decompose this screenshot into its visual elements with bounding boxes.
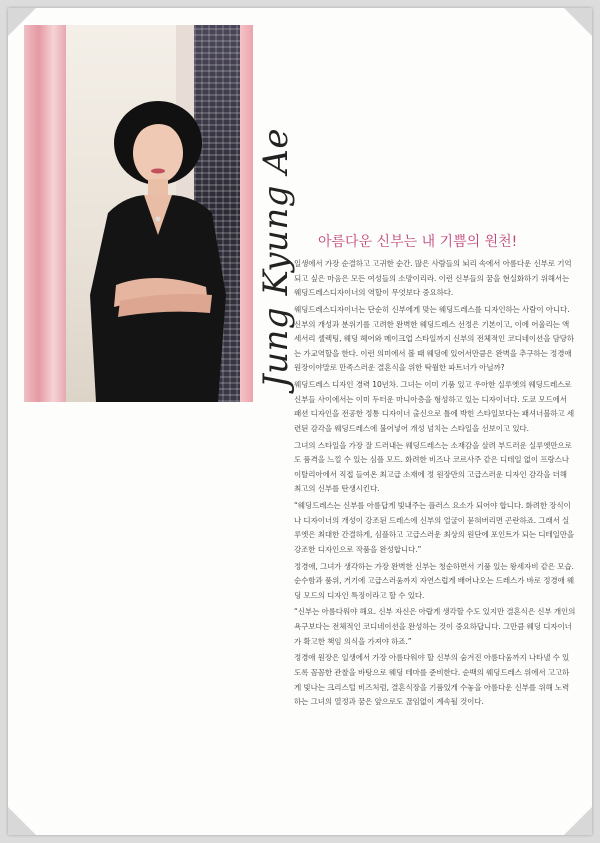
- corner-fold-bottom-right: [564, 807, 592, 835]
- photo-pink-curtain-right: [240, 25, 253, 402]
- magazine-page: [8, 8, 592, 835]
- paragraph: 일생에서 가장 순결하고 고귀한 순간. 많은 사람들의 뇌리 속에서 아름다운 신부로 기억되고 싶은 마음은 모든 여성들의 소망이리라. 이런 신부들의 꿈을 현실화하기 위해서는 웨딩드레스디자이너의 역할이 무엇보다 중요하다.: [294, 259, 572, 298]
- side-title-name: Jung Kyung Ae: [256, 128, 296, 388]
- corner-fold-bottom-left: [8, 807, 36, 835]
- paragraph: 정경애 원장은 일생에서 가장 아름다워야 할 신부의 숨겨진 아름다움까지 나타낼 수 있도록 꼼꼼한 관찰을 바탕으로 웨딩 테마를 준비한다. 순백의 웨딩드레스 위에서 고고하게 빛나는 크리스털 비즈처럼, 결혼식장을 기품있게 수놓을 아름다운 신부를 위해 노력하는 그녀의 열정과 꿈은 앞으로도 끊임없이 계속될 것이다.: [294, 653, 570, 707]
- paragraph: “신부는 아름다워야 해요. 신부 자신은 아랍게 생각할 수도 있지만 결혼식은 신부 개인의 욕구보다는 전체적인 코디네이션을 완성하는 것이 중요하답니다. 그만큼 웨딩 디자이너가 확고한 책임 의식을 가져야 하죠.”: [294, 607, 576, 646]
- paragraph: “웨딩드레스는 신부를 아름답게 빛내주는 플러스 요소가 되어야 합니다. 화려한 장식이나 디자이너의 개성이 강조된 드레스에 신부의 얼굴이 묻혀버리면 곤란하죠. 그래서 실루엣은 최대한 간결하게, 심플하고 고급스러운 최상의 원단에 포인트가 되는 디테일만을 강조한 디자인으로 작품을 완성합니다.”: [294, 501, 575, 554]
- woman-figure-illustration: [86, 95, 236, 402]
- paragraph: 정경애, 그녀가 생각하는 가장 완벽한 신부는 청순하면서 기품 있는 왕세자비 같은 모습. 순수함과 품위, 거기에 고급스러움까지 자연스럽게 배어나오는 드레스가 바로 정경애 웨딩 모드의 디자인 특징이라고 할 수 있다.: [294, 561, 575, 600]
- paragraph: 그녀의 스타일을 가장 잘 드러내는 웨딩드레스는 소재감을 살려 부드러운 실루엣만으로도 품격을 느낄 수 있는 심플 모드. 화려한 비즈나 코르사주 같은 디테일 없이 프랑스나 이탈리아에서 직접 들여온 최고급 소재에 정 원장만의 고급스러운 디자인 감각을 더해 최고의 신부를 탄생시킨다.: [294, 440, 572, 494]
- portrait-photo: [24, 25, 253, 402]
- paragraph: 웨딩드레스 디자인 경력 10년차. 그녀는 이미 기품 있고 우아한 실루엣의 웨딩드레스로 신부들 사이에서는 이미 두터운 마니아층을 형성하고 있는 디자이너다. 도쿄 모드에서 패션 디자인을 전공한 정통 디자이너 출신으로 틀에 박힌 스타일보다는 패셔너블하고 세련된 감각을 웨딩드레스에 불어넣어 개성 넘치는 스타일을 선보이고 있다.: [294, 380, 575, 433]
- photo-pink-curtain: [24, 25, 66, 402]
- paragraph: 웨딩드레스디자이너는 단순히 신부에게 맞는 웨딩드레스를 디자인하는 사람이 아니다. 신부의 개성과 분위기를 고려한 완벽한 웨딩드레스 선정은 기본이고, 이에 어울리는 액세서리 셀렉팅, 웨딩 헤어와 메이크업 스타일까지 신부의 전체적인 코디네이션을 담당하는 가교역할을 한다. 이런 의미에서 볼 때 웨딩에 있어서만큼은 완벽을 추구하는 정경애 원장이야말로 만족스러운 결혼식을 위한 탁월한 파트너가 아닐까?: [294, 304, 575, 373]
- article-body: [294, 257, 576, 712]
- corner-fold-top-right: [564, 8, 592, 36]
- article-headline: 아름다운 신부는 내 기쁨의 원천!: [318, 234, 518, 250]
